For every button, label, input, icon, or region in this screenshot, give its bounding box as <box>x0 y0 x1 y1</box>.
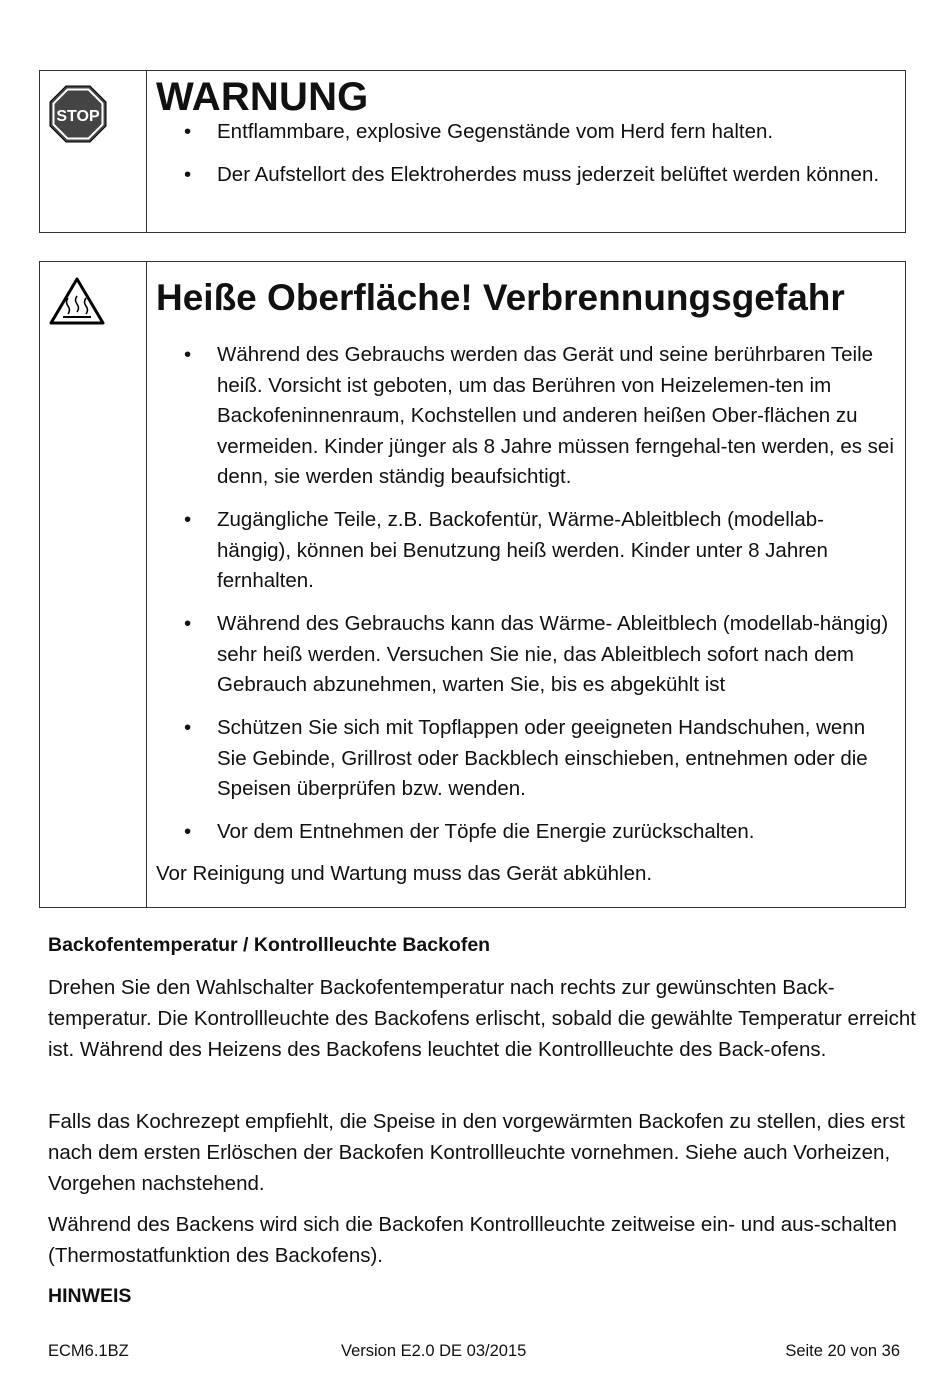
warning-icon-cell <box>40 71 147 232</box>
list-item: • Während des Gebrauchs kann das Wärme- Ableitblech (modellab-hängig) sehr heiß werden. Versuchen Sie nie, das Ableitblech sofort nach dem Gebrauch abzunehmen, warten Sie, bis es abgekühlt ist <box>156 609 897 701</box>
footer-model: ECM6.1BZ <box>48 1342 129 1360</box>
list-item: • Entflammbare, explosive Gegenstände vom Herd fern halten. <box>156 117 897 148</box>
list-item: • Vor dem Entnehmen der Töpfe die Energie zurückschalten. <box>156 817 897 848</box>
list-item: • Schützen Sie sich mit Topflappen oder geeigneten Handschuhen, wenn Sie Gebinde, Grillrost oder Backblech einschieben, entnehmen oder die Speisen überprüfen bzw. wenden. <box>156 713 897 805</box>
hot-surface-box <box>39 261 906 908</box>
hot-surface-list <box>156 340 897 860</box>
list-item: • Der Aufstellort des Elektroherdes muss jederzeit belüftet werden können. <box>156 160 897 191</box>
paragraph: Drehen Sie den Wahlschalter Backofentemperatur nach rechts zur gewünschten Back-temperatur. Die Kontrollleuchte des Backofens erlischt, sobald die gewählte Temperatur erreicht ist. Während des Heizens des Backofens leuchtet die Kontrollleuchte des Back-ofens. <box>48 976 916 1061</box>
paragraph: Während des Backens wird sich die Backofen Kontrollleuchte zeitweise ein- und aus-schalten (Thermostatfunktion des Backofens). <box>48 1213 897 1267</box>
paragraph: Falls das Kochrezept empfiehlt, die Speise in den vorgewärmten Backofen zu stellen, dies erst nach dem ersten Erlöschen der Backofen Kontrollleuchte vornehmen. Siehe auch Vorheizen, Vorgehen nachstehend. <box>48 1110 905 1195</box>
hint-heading: HINWEIS <box>48 1285 132 1307</box>
section-heading: Backofentemperatur / Kontrollleuchte Backofen <box>48 934 491 956</box>
stop-sign-icon <box>48 84 108 144</box>
hot-surface-note: Vor Reinigung und Wartung muss das Gerät abkühlen. <box>156 862 653 885</box>
hot-surface-icon-cell <box>40 262 147 907</box>
stop-sign-text: STOP <box>56 108 100 125</box>
hot-surface-warning-icon <box>48 276 106 326</box>
list-item: • Zugängliche Teile, z.B. Backofentür, Wärme-Ableitblech (modellab-hängig), können bei Benutzung heiß werden. Kinder unter 8 Jahren fernhalten. <box>156 505 897 597</box>
list-item: • Während des Gebrauchs werden das Gerät und seine berührbaren Teile heiß. Vorsicht ist geboten, um das Berühren von Heizelemen-ten im Backofeninnenraum, Kochstellen und anderen heißen Ober-flächen zu vermeiden. Kinder jünger als 8 Jahre müssen ferngehal-ten werden, es sei denn, sie werden ständig beaufsichtigt. <box>156 340 897 493</box>
hot-surface-content <box>147 262 905 907</box>
footer-version: Version E2.0 DE 03/2015 <box>341 1342 527 1360</box>
warning-heading: WARNUNG <box>156 75 369 119</box>
warning-box <box>39 70 906 233</box>
footer-page: Seite 20 von 36 <box>785 1342 900 1360</box>
warning-content <box>147 71 905 232</box>
hot-surface-heading: Heiße Oberfläche! Verbrennungsgefahr <box>156 277 845 318</box>
warning-list <box>156 117 897 203</box>
